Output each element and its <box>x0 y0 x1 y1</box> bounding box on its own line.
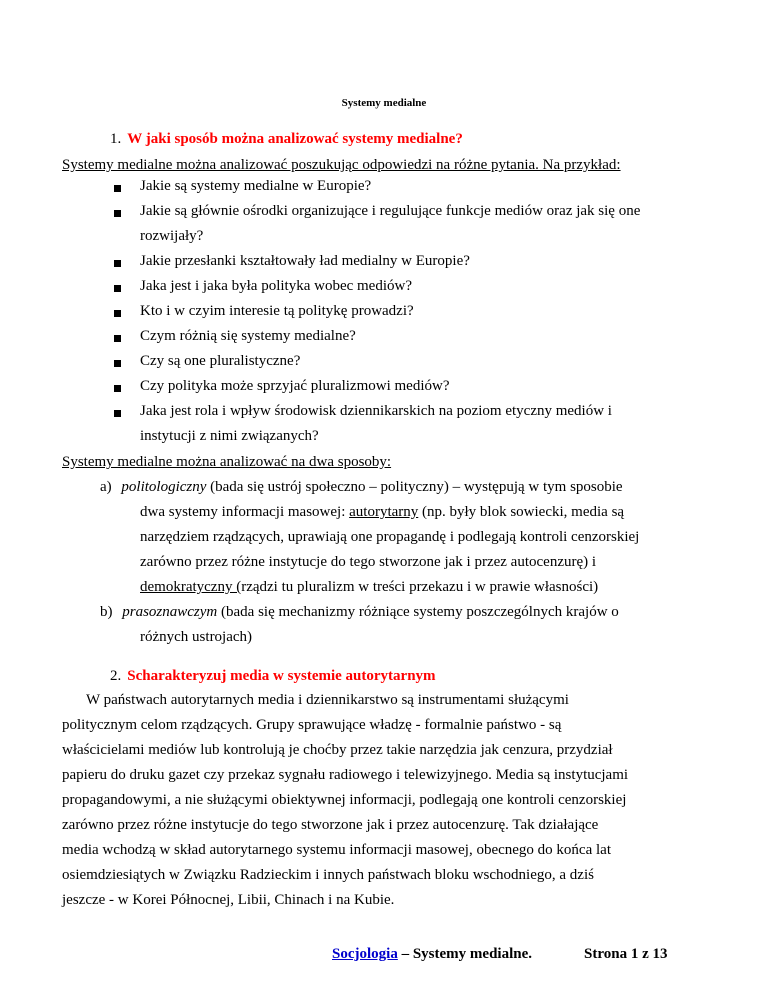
bullet-item-continuation: rozwijały? <box>140 228 204 244</box>
item-a-rest: (bada się ustrój społeczno – polityczny) – występują w tym sposobie <box>206 479 623 495</box>
bullet-item: Jaka jest rola i wpływ środowisk dziennikarskich na poziom etyczny mediów i <box>140 403 612 419</box>
section-2-paragraph-line: W państwach autorytarnych media i dziennikarstwo są instrumentami służącymi <box>86 692 569 708</box>
item-a-term: politologiczny <box>121 479 207 495</box>
section-2-paragraph-line: zarówno przez różne instytucje do tego stworzone jak i przez autocenzurę. Tak działające <box>62 817 599 833</box>
item-b-line-2: różnych ustrojach) <box>140 629 253 645</box>
bullet-item-continuation: instytucji z nimi związanych? <box>140 428 319 444</box>
item-a-line-5-rest: rządzi tu pluralizm w treści przekazu i w prawie własności) <box>241 579 599 595</box>
section-2-paragraph-line: osiemdziesiątych w Związku Radzieckim i innych państwach bloku wschodniego, a dziś <box>62 867 594 883</box>
section-2-paragraph-line: papieru do druku gazet czy przekaz sygnału radiowego i telewizyjnego. Media są instytucjami <box>62 767 629 783</box>
section-1-intro: Systemy medialne można analizować poszukując odpowiedzi na różne pytania. Na przykład: <box>62 157 621 173</box>
bullet-marker <box>114 360 121 367</box>
item-a-line-2-post: (np. były blok sowiecki, media są <box>418 504 625 520</box>
section-2-paragraph-line: media wchodzą w skład autorytarnego systemu informacji masowej, obecnego do końca lat <box>62 842 611 858</box>
footer-text: – Systemy medialne. <box>397 946 533 962</box>
item-a-line-4: zarówno przez różne instytucje do tego stworzone jak i przez autocenzurę) i <box>140 554 597 570</box>
bullet-marker <box>114 185 121 192</box>
bullet-marker <box>114 385 121 392</box>
document-title: Systemy medialne <box>341 97 427 109</box>
section-1-second-intro: Systemy medialne można analizować na dwa sposoby: <box>62 454 392 470</box>
item-a-line-3: narzędziem rządzących, uprawiają one propagandę i podlegają kontroli cenzorskiej <box>140 529 640 545</box>
section-1-heading <box>110 131 463 148</box>
footer-link-socjologia[interactable]: Socjologia <box>332 946 398 962</box>
bullet-item: Jakie są głównie ośrodki organizujące i regulujące funkcje mediów oraz jak się one <box>140 203 641 219</box>
bullet-marker <box>114 410 121 417</box>
bullet-item: Czym różnią się systemy medialne? <box>140 328 356 344</box>
item-a-label: a) <box>100 479 112 495</box>
bullet-item: Jaka jest i jaka była polityka wobec mediów? <box>140 278 412 294</box>
section-1-heading-text: W jaki sposób można analizować systemy medialne? <box>127 131 463 147</box>
bullet-item: Czy są one pluralistyczne? <box>140 353 301 369</box>
section-2-paragraph-line: propagandowymi, a nie służącymi obiektywnej informacji, podlegają one kontroli cenzorskiej <box>62 792 627 808</box>
section-2-heading-text: Scharakteryzuj media w systemie autorytarnym <box>127 668 436 684</box>
bullet-marker <box>114 210 121 217</box>
bullet-marker <box>114 260 121 267</box>
bullet-item: Kto i w czyim interesie tą politykę prowadzi? <box>140 303 414 319</box>
item-a-line-2-pre: dwa systemy informacji masowej: <box>140 504 350 520</box>
bullet-item: Czy polityka może sprzyjać pluralizmowi mediów? <box>140 378 450 394</box>
item-a-term-autorytarny: autorytarny <box>349 504 419 520</box>
section-2-number: 2. <box>110 668 122 684</box>
item-a-line-5 <box>140 579 598 596</box>
item-b-line-1 <box>100 604 619 621</box>
bullet-marker <box>114 335 121 342</box>
bullet-marker <box>114 285 121 292</box>
section-1-number: 1. <box>110 131 122 147</box>
bullet-marker <box>114 310 121 317</box>
item-a-line-2 <box>140 504 624 521</box>
section-2-paragraph-line: właścicielami mediów lub kontrolują je choćby przez takie narzędzia jak cenzura, przydział <box>62 742 613 758</box>
section-2-heading <box>110 668 436 685</box>
bullet-item: Jakie przesłanki kształtowały ład medialny w Europie? <box>140 253 470 269</box>
item-a-term-demokratyczny: demokratyczny ( <box>140 579 242 595</box>
item-b-rest: (bada się mechanizmy różniące systemy poszczególnych krajów o <box>217 604 619 620</box>
page-number: Strona 1 z 13 <box>584 946 668 962</box>
item-b-term: prasoznawczym <box>122 604 218 620</box>
section-2-paragraph-line: jeszcze - w Korei Północnej, Libii, Chinach i na Kubie. <box>62 892 395 908</box>
section-2-paragraph-line: politycznym celom rządzących. Grupy sprawujące władzę - formalnie państwo - są <box>62 717 562 733</box>
bullet-item: Jakie są systemy medialne w Europie? <box>140 178 372 194</box>
item-b-label: b) <box>100 604 113 620</box>
footer <box>332 946 532 963</box>
item-a-line-1 <box>100 479 623 496</box>
